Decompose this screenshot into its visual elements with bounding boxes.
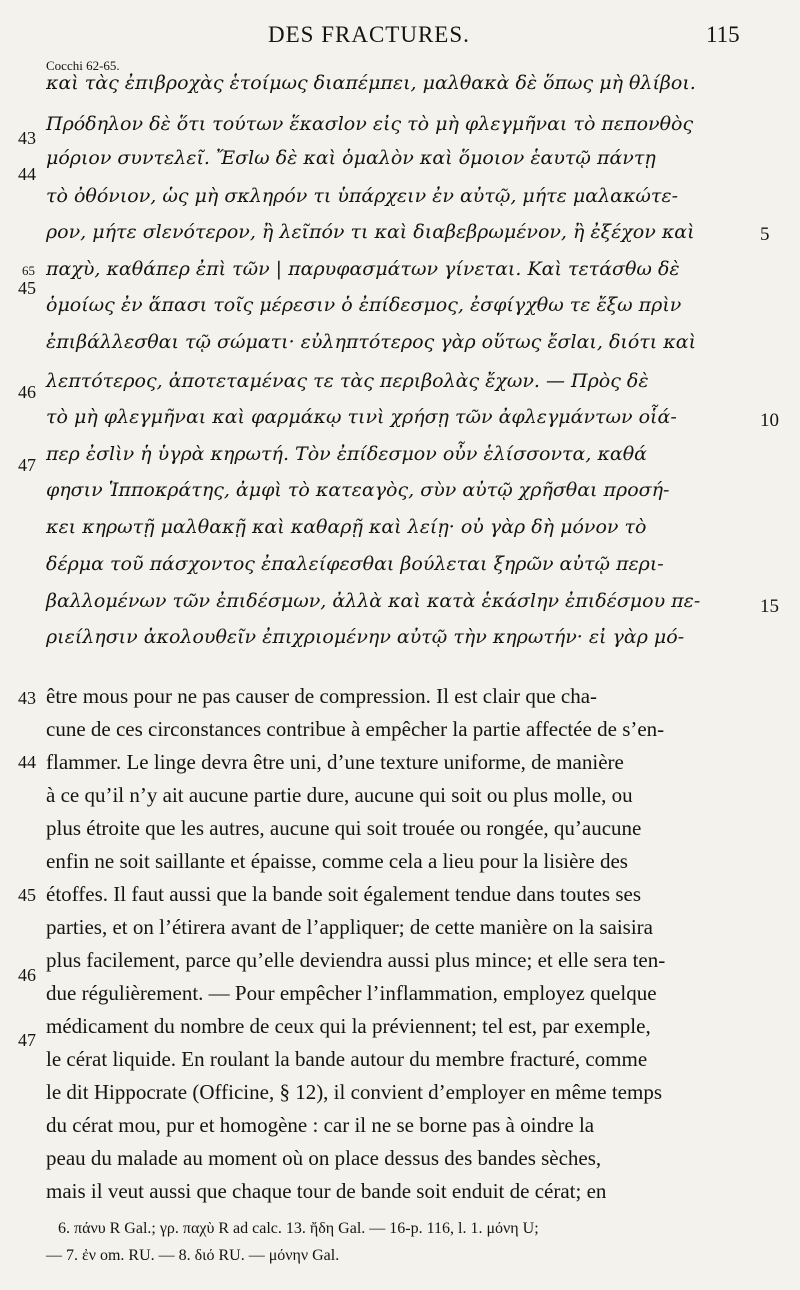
french-line: cune de ces circonstances contribue à empêcher la partie affectée de s’en- <box>46 717 665 741</box>
margin-section-number: 47 <box>18 1030 36 1050</box>
french-line: flammer. Le linge devra être uni, d’une texture uniforme, de manière <box>46 750 624 774</box>
french-line: à ce qu’il n’y ait aucune partie dure, aucune qui soit ou plus molle, ou <box>46 783 633 807</box>
running-title: DES FRACTURES. <box>268 22 470 47</box>
french-line: le cérat liquide. En roulant la bande autour du membre fracturé, comme <box>46 1047 648 1071</box>
margin-section-number: 45 <box>18 278 36 298</box>
french-line: médicament du nombre de ceux qui la préviennent; tel est, par exemple, <box>46 1014 651 1038</box>
greek-line: καὶ τὰς ἐπιβροχὰς ἑτοίμως διαπέμπει, μαλθακὰ δὲ ὅπως μὴ θλίβοι. <box>46 72 696 94</box>
greek-line: τὸ μὴ φλεγμῆναι καὶ φαρμάκῳ τινὶ χρήσῃ τῶν ἀφλεγμάντων οἷά- <box>46 406 677 428</box>
margin-section-number: 46 <box>18 382 36 402</box>
french-line: enfin ne soit saillante et épaisse, comme cela a lieu pour la lisière des <box>46 849 628 873</box>
cocchi-reference: Cocchi 62-65. <box>46 58 120 73</box>
french-line: parties, et on l’étirera avant de l’appliquer; de cette manière on la saisira <box>46 915 653 939</box>
french-line: peau du malade au moment où on place dessus des bandes sèches, <box>46 1146 602 1170</box>
margin-section-number: 44 <box>18 752 36 772</box>
french-line: étoffes. Il faut aussi que la bande soit également tendue dans toutes ses <box>46 882 642 906</box>
greek-line: λεπτότερος, ἀποτεταμένας τε τὰς περιβολὰς ἔχων. — Πρὸς δὲ <box>46 370 649 392</box>
greek-line: φησιν Ἱπποκράτης, ἀμφὶ τὸ κατεαγὸς, σὺν αὐτῷ χρῆσθαι προσή- <box>46 479 670 501</box>
french-line: le dit Hippocrate (Officine, § 12), il convient d’employer en même temps <box>46 1080 663 1104</box>
running-header <box>0 22 800 52</box>
french-line: due régulièrement. — Pour empêcher l’inflammation, employez quelque <box>46 981 657 1005</box>
margin-section-number: 45 <box>18 885 36 905</box>
apparatus-line: 6. πάνυ R Gal.; γρ. παχὺ R ad calc. 13. ἤδη Gal. — 16-p. 116, l. 1. μόνη U; <box>58 1220 539 1237</box>
greek-line: βαλλομένων τῶν ἐπιδέσμων, ἀλλὰ καὶ κατὰ ἑκάσlην ἐπιδέσμου πε- <box>46 590 701 612</box>
apparatus-line: — 7. ἐν om. RU. — 8. διό RU. — μόνην Gal. <box>46 1247 340 1264</box>
line-number: 5 <box>760 224 770 245</box>
french-line: être mous pour ne pas causer de compression. Il est clair que cha- <box>46 684 598 708</box>
french-line: plus étroite que les autres, aucune qui soit trouée ou rongée, qu’aucune <box>46 816 642 840</box>
margin-section-number: 46 <box>18 965 36 985</box>
margin-section-number: 43 <box>18 128 36 148</box>
margin-section-number: 47 <box>18 455 36 475</box>
greek-line: παχὺ, καθάπερ ἐπὶ τῶν | παρυφασμάτων γίνεται. Καὶ τετάσθω δὲ <box>46 258 680 280</box>
margin-section-number: 44 <box>18 164 36 184</box>
margin-cocchi-page: 65 <box>22 263 35 278</box>
greek-line: μόριον συντελεῖ. Ἔσlω δὲ καὶ ὁμαλὸν καὶ ὅμοιον ἑαυτῷ πάντῃ <box>46 147 656 169</box>
greek-line: δέρμα τοῦ πάσχοντος ἐπαλείφεσθαι βούλεται ξηρῶν αὐτῷ περι- <box>46 553 664 575</box>
french-line: du cérat mou, pur et homogène : car il ne se borne pas à oindre la <box>46 1113 595 1137</box>
french-line: plus facilement, parce qu’elle deviendra aussi plus mince; et elle sera ten- <box>46 948 666 972</box>
margin-section-number: 43 <box>18 688 36 708</box>
line-number: 10 <box>760 410 779 431</box>
greek-line: ἐπιβάλλεσθαι τῷ σώματι· εὐληπτότερος γὰρ οὕτως ἔσlαι, διότι καὶ <box>46 331 697 353</box>
line-number: 15 <box>760 596 779 617</box>
greek-line: τὸ ὀθόνιον, ὡς μὴ σκληρόν τι ὑπάρχειν ἐν αὐτῷ, μήτε μαλακώτε- <box>46 185 679 207</box>
greek-line: περ ἐσlὶν ἡ ὑγρὰ κηρωτή. Τὸν ἐπίδεσμον οὖν ἑλίσσοντα, καθά <box>46 443 648 465</box>
page-number: 115 <box>706 22 740 47</box>
greek-line: Πρόδηλον δὲ ὅτι τούτων ἕκασlον εἰς τὸ μὴ φλεγμῆναι τὸ πεπονθὸς <box>46 113 694 135</box>
greek-line: κει κηρωτῇ μαλθακῇ καὶ καθαρῇ καὶ λείῃ· οὐ γὰρ δὴ μόνον τὸ <box>46 516 647 538</box>
greek-line: ὁμοίως ἐν ἅπασι τοῖς μέρεσιν ὁ ἐπίδεσμος, ἐσφίγχθω τε ἔξω πρὶν <box>46 294 682 316</box>
french-line: mais il veut aussi que chaque tour de bande soit enduit de cérat; en <box>46 1179 607 1203</box>
greek-line: ριείλησιν ἀκολουθεῖν ἐπιχριομένην αὐτῷ τὴν κηρωτήν· εἰ γὰρ μό- <box>46 626 685 648</box>
greek-line: ρον, μήτε σlενότερον, ἢ λεῖπόν τι καὶ διαβεβρωμένον, ἢ ἐξέχον καὶ <box>46 221 695 243</box>
